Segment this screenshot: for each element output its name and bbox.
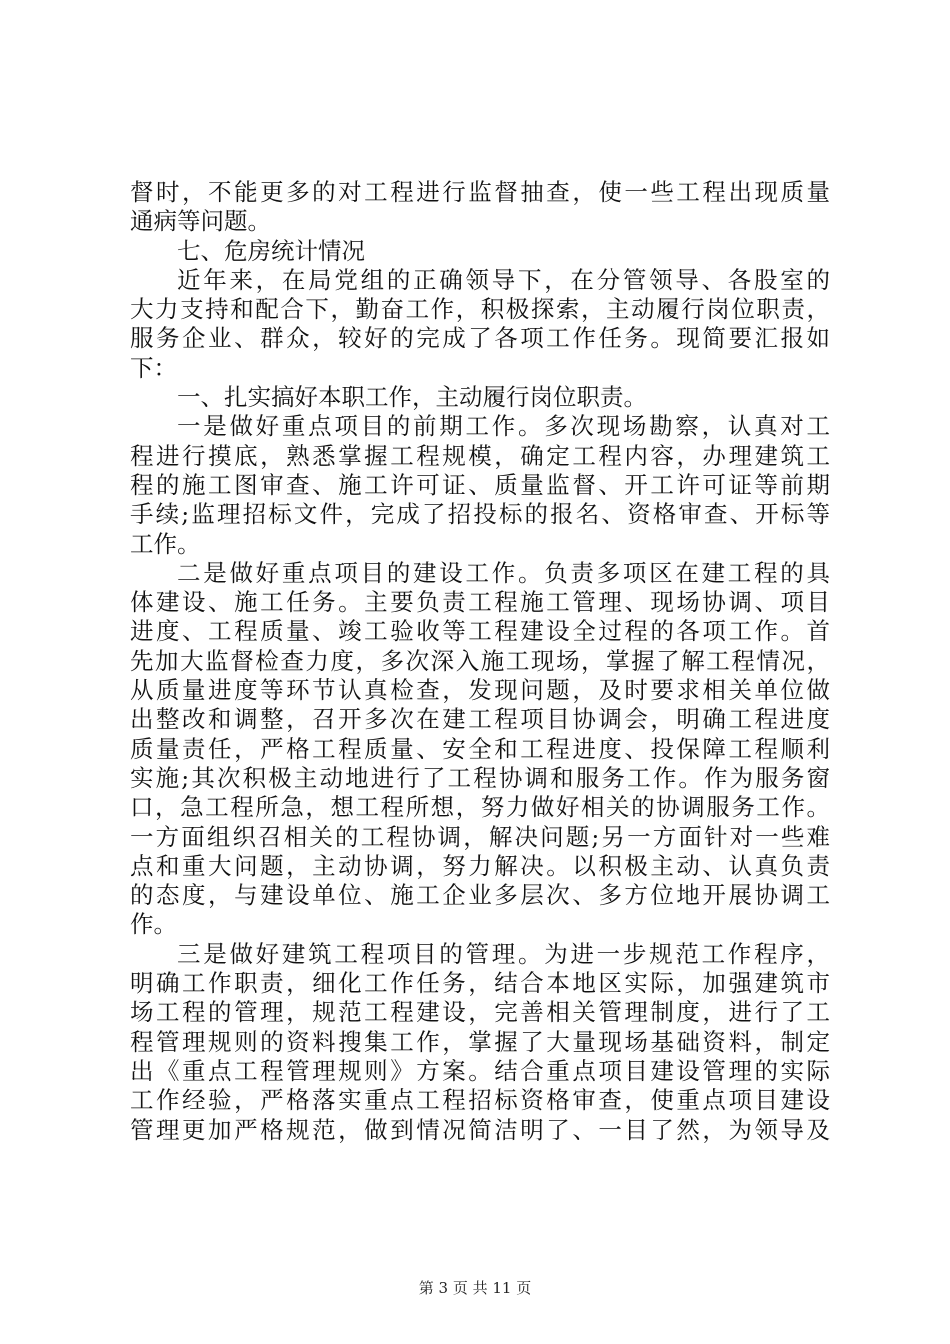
text-line: 一是做好重点项目的前期工作。多次现场勘察，认真对工 <box>177 412 830 441</box>
text-line: 三是做好建筑工程项目的管理。为进一步规范工作程序， <box>177 939 830 968</box>
text-line: 质量责任，严格工程质量、安全和工程进度、投保障工程顺利 <box>130 734 830 763</box>
text-line: 场工程的管理，规范工程建设，完善相关管理制度，进行了工 <box>130 998 830 1027</box>
text-line: 手续;监理招标文件，完成了招投标的报名、资格审查、开标等 <box>130 500 830 529</box>
text-line: 下： <box>130 353 177 382</box>
text-line: 管理更加严格规范，做到情况简洁明了、一目了然，为领导及 <box>130 1115 830 1144</box>
text-line: 明确工作职责，细化工作任务，结合本地区实际，加强建筑市 <box>130 969 830 998</box>
text-line: 二是做好重点项目的建设工作。负责多项区在建工程的具 <box>177 558 830 587</box>
text-line: 程进行摸底，熟悉掌握工程规模，确定工程内容，办理建筑工 <box>130 441 830 470</box>
document-body <box>130 178 830 1145</box>
text-line: 的态度，与建设单位、施工企业多层次、多方位地开展协调工 <box>130 881 830 910</box>
text-line: 服务企业、群众，较好的完成了各项工作任务。现简要汇报如 <box>130 324 830 353</box>
page-footer: 第 3 页 共 11 页 <box>418 1279 532 1297</box>
text-line: 进度、工程质量、竣工验收等工程建设全过程的各项工作。首 <box>130 617 830 646</box>
text-line: 出《重点工程管理规则》方案。结合重点项目建设管理的实际 <box>130 1056 830 1085</box>
text-line: 程的施工图审查、施工许可证、质量监督、开工许可证等前期 <box>130 470 830 499</box>
text-line: 通病等问题。 <box>130 207 271 236</box>
text-line: 工作经验，严格落实重点工程招标资格审查，使重点项目建设 <box>130 1086 830 1115</box>
text-line: 大力支持和配合下，勤奋工作，积极探索，主动履行岗位职责， <box>130 295 830 324</box>
text-line: 一方面组织召相关的工程协调，解决问题;另一方面针对一些难 <box>130 822 830 851</box>
text-line: 口，急工程所急，想工程所想，努力做好相关的协调服务工作。 <box>130 793 830 822</box>
text-line: 点和重大问题，主动协调，努力解决。以积极主动、认真负责 <box>130 851 830 880</box>
text-line: 出整改和调整，召开多次在建工程项目协调会，明确工程进度 <box>130 705 830 734</box>
text-line: 作。 <box>130 910 177 939</box>
text-line: 工作。 <box>130 529 201 558</box>
text-line: 七、危房统计情况 <box>177 236 365 265</box>
text-line: 先加大监督检查力度，多次深入施工现场，掌握了解工程情况， <box>130 646 830 675</box>
text-line: 近年来，在局党组的正确领导下，在分管领导、各股室的 <box>177 265 830 294</box>
text-line: 实施;其次积极主动地进行了工程协调和服务工作。作为服务窗 <box>130 763 830 792</box>
text-line: 体建设、施工任务。主要负责工程施工管理、现场协调、项目 <box>130 588 830 617</box>
text-line: 程管理规则的资料搜集工作，掌握了大量现场基础资料，制定 <box>130 1027 830 1056</box>
text-line: 一、扎实搞好本职工作，主动履行岗位职责。 <box>177 383 647 412</box>
text-line: 从质量进度等环节认真检查，发现问题，及时要求相关单位做 <box>130 676 830 705</box>
text-line: 督时，不能更多的对工程进行监督抽查，使一些工程出现质量 <box>130 178 830 206</box>
